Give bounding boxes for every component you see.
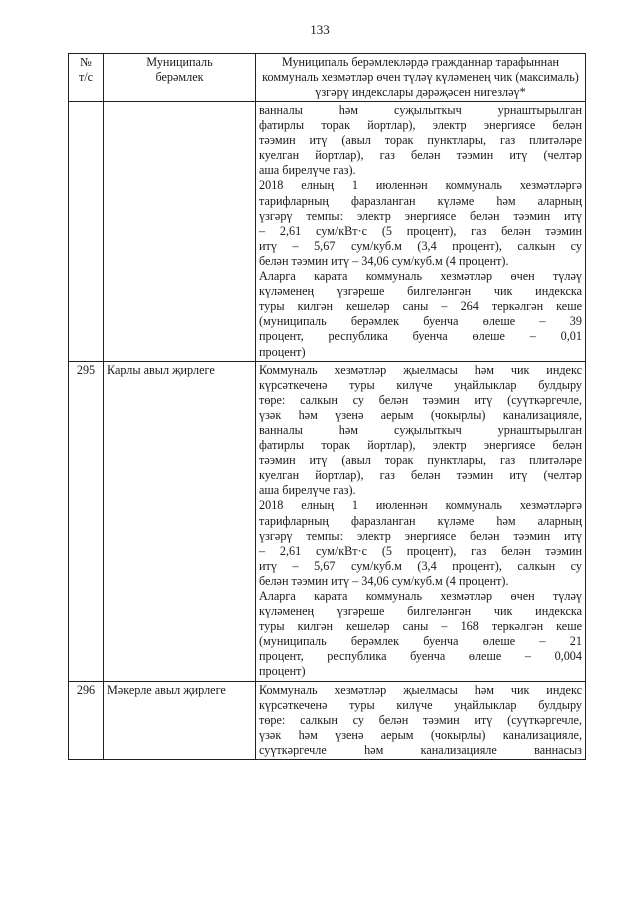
justification-line: үзәк һәм үзенә аерым (чокырлы) канализацияле, [259, 407, 582, 422]
justification-line: фатирлы торак йортлар), электр энергиясе белән [259, 438, 582, 453]
justification-line: күләменең үзгәреше билгеләнгән чик индекска [259, 284, 582, 299]
justification-line: ванналы һәм суҗылыткыч урнаштырылган [259, 103, 582, 117]
justification-line: тарифларның фаразланган күләме һәм аларның [259, 513, 582, 528]
indices-table [68, 53, 586, 760]
justification-line: куелган йортлар), газ белән тәэмин итү (челтәр [259, 148, 582, 163]
justification-line: тарифларның фаразланган күләме һәм аларның [259, 193, 582, 208]
row-municipality: Карлы авыл җирлеге [104, 361, 256, 681]
row-municipality [104, 102, 256, 362]
justification-line: күрсәткеченә туры килүче уңайлыклар булдыру [259, 697, 582, 712]
justification-line: күрсәткеченә туры килүче уңайлыклар булдыру [259, 377, 582, 392]
justification-line: куелган йортлар), газ белән тәэмин итү (челтәр [259, 468, 582, 483]
justification-line: белән тәэмин итү – 34,06 сум/куб.м (4 процент). [259, 573, 509, 588]
justification-line: Аларга карата коммуналь хезмәтләр өчен түләү [259, 269, 582, 284]
header-number: № т/с [69, 54, 104, 102]
justification-line: аша бирелүче газ). [259, 163, 356, 178]
justification-line: (муниципаль берәмлек буенча өлеше – 21 [259, 634, 582, 649]
table-header-row [69, 54, 586, 102]
justification-line: 2018 елның 1 июленнән коммуналь хезмәтләргә [259, 498, 582, 513]
justification-line: процент, республика буенча өлеше – 0,004 [259, 649, 582, 664]
table-row [69, 102, 586, 362]
justification-line: үзгәрү темпы: электр энергиясе белән тәэмин итү [259, 528, 582, 543]
justification-line: процент) [259, 344, 306, 359]
header-municipality: Муниципаль берәмлек [104, 54, 256, 102]
justification-line: – 2,61 сум/кВт·с (5 процент), газ белән тәэмин [259, 223, 582, 238]
justification-line: төре: салкын су белән тәэмин итү (суүткәргечле, [259, 392, 582, 407]
row-justification [256, 361, 586, 681]
justification-line: үзгәрү темпы: электр энергиясе белән тәэмин итү [259, 208, 582, 223]
justification-line: тәэмин итү (авыл торак пунктлары, газ плитәләре [259, 133, 582, 148]
table-body [69, 102, 586, 760]
justification-line: төре: салкын су белән тәэмин итү (суүткәргечле, [259, 712, 582, 727]
page-number: 133 [310, 22, 330, 37]
table-row [69, 361, 586, 681]
justification-line: ванналы һәм суҗылыткыч урнаштырылган [259, 422, 582, 437]
justification-line: аша бирелүче газ). [259, 483, 356, 498]
row-number: 295 [69, 361, 104, 681]
justification-line: Коммуналь хезмәтләр җыелмасы һәм чик индекс [259, 362, 582, 377]
justification-line: туры килгән кешеләр саны – 264 теркәлгән кеше [259, 299, 582, 314]
justification-line: Аларга карата коммуналь хезмәтләр өчен түләү [259, 589, 582, 603]
justification-line: процент) [259, 664, 306, 679]
row-number [69, 102, 104, 362]
row-justification [256, 681, 586, 759]
row-justification [256, 102, 586, 362]
justification-line: үзәк һәм үзенә аерым (чокырлы) канализацияле, [259, 727, 582, 742]
justification-line: (муниципаль берәмлек буенча өлеше – 39 [259, 314, 582, 329]
row-number: 296 [69, 681, 104, 759]
justification-line: күләменең үзгәреше билгеләнгән чик индекска [259, 604, 582, 619]
header-justification: Муниципаль берәмлекләрдә гражданнар тарафыннан коммуналь хезмәтләр өчен түләү күләменең чик (максималь) үзгәрү индекслары дәрәҗәсен нигезләү* [256, 54, 586, 102]
justification-line: итү – 5,67 сум/куб.м (3,4 процент), салкын су [259, 558, 582, 573]
justification-line: белән тәэмин итү – 34,06 сум/куб.м (4 процент). [259, 253, 509, 268]
table-row [69, 681, 586, 759]
justification-line: процент, республика буенча өлеше – 0,01 [259, 329, 582, 344]
justification-line: тәэмин итү (авыл торак пунктлары, газ плитәләре [259, 453, 582, 468]
justification-line: итү – 5,67 сум/куб.м (3,4 процент), салкын су [259, 238, 582, 253]
row-municipality: Мәкерле авыл җирлеге [104, 681, 256, 759]
justification-line: туры килгән кешеләр саны – 168 теркәлгән кеше [259, 619, 582, 634]
justification-line: фатирлы торак йортлар), электр энергиясе белән [259, 118, 582, 133]
justification-line: 2018 елның 1 июленнән коммуналь хезмәтләргә [259, 178, 582, 193]
justification-line: – 2,61 сум/кВт·с (5 процент), газ белән тәэмин [259, 543, 582, 558]
justification-line: Коммуналь хезмәтләр җыелмасы һәм чик индекс [259, 682, 582, 697]
justification-line: суүткәргечле һәм канализацияле ваннасыз [259, 742, 582, 757]
